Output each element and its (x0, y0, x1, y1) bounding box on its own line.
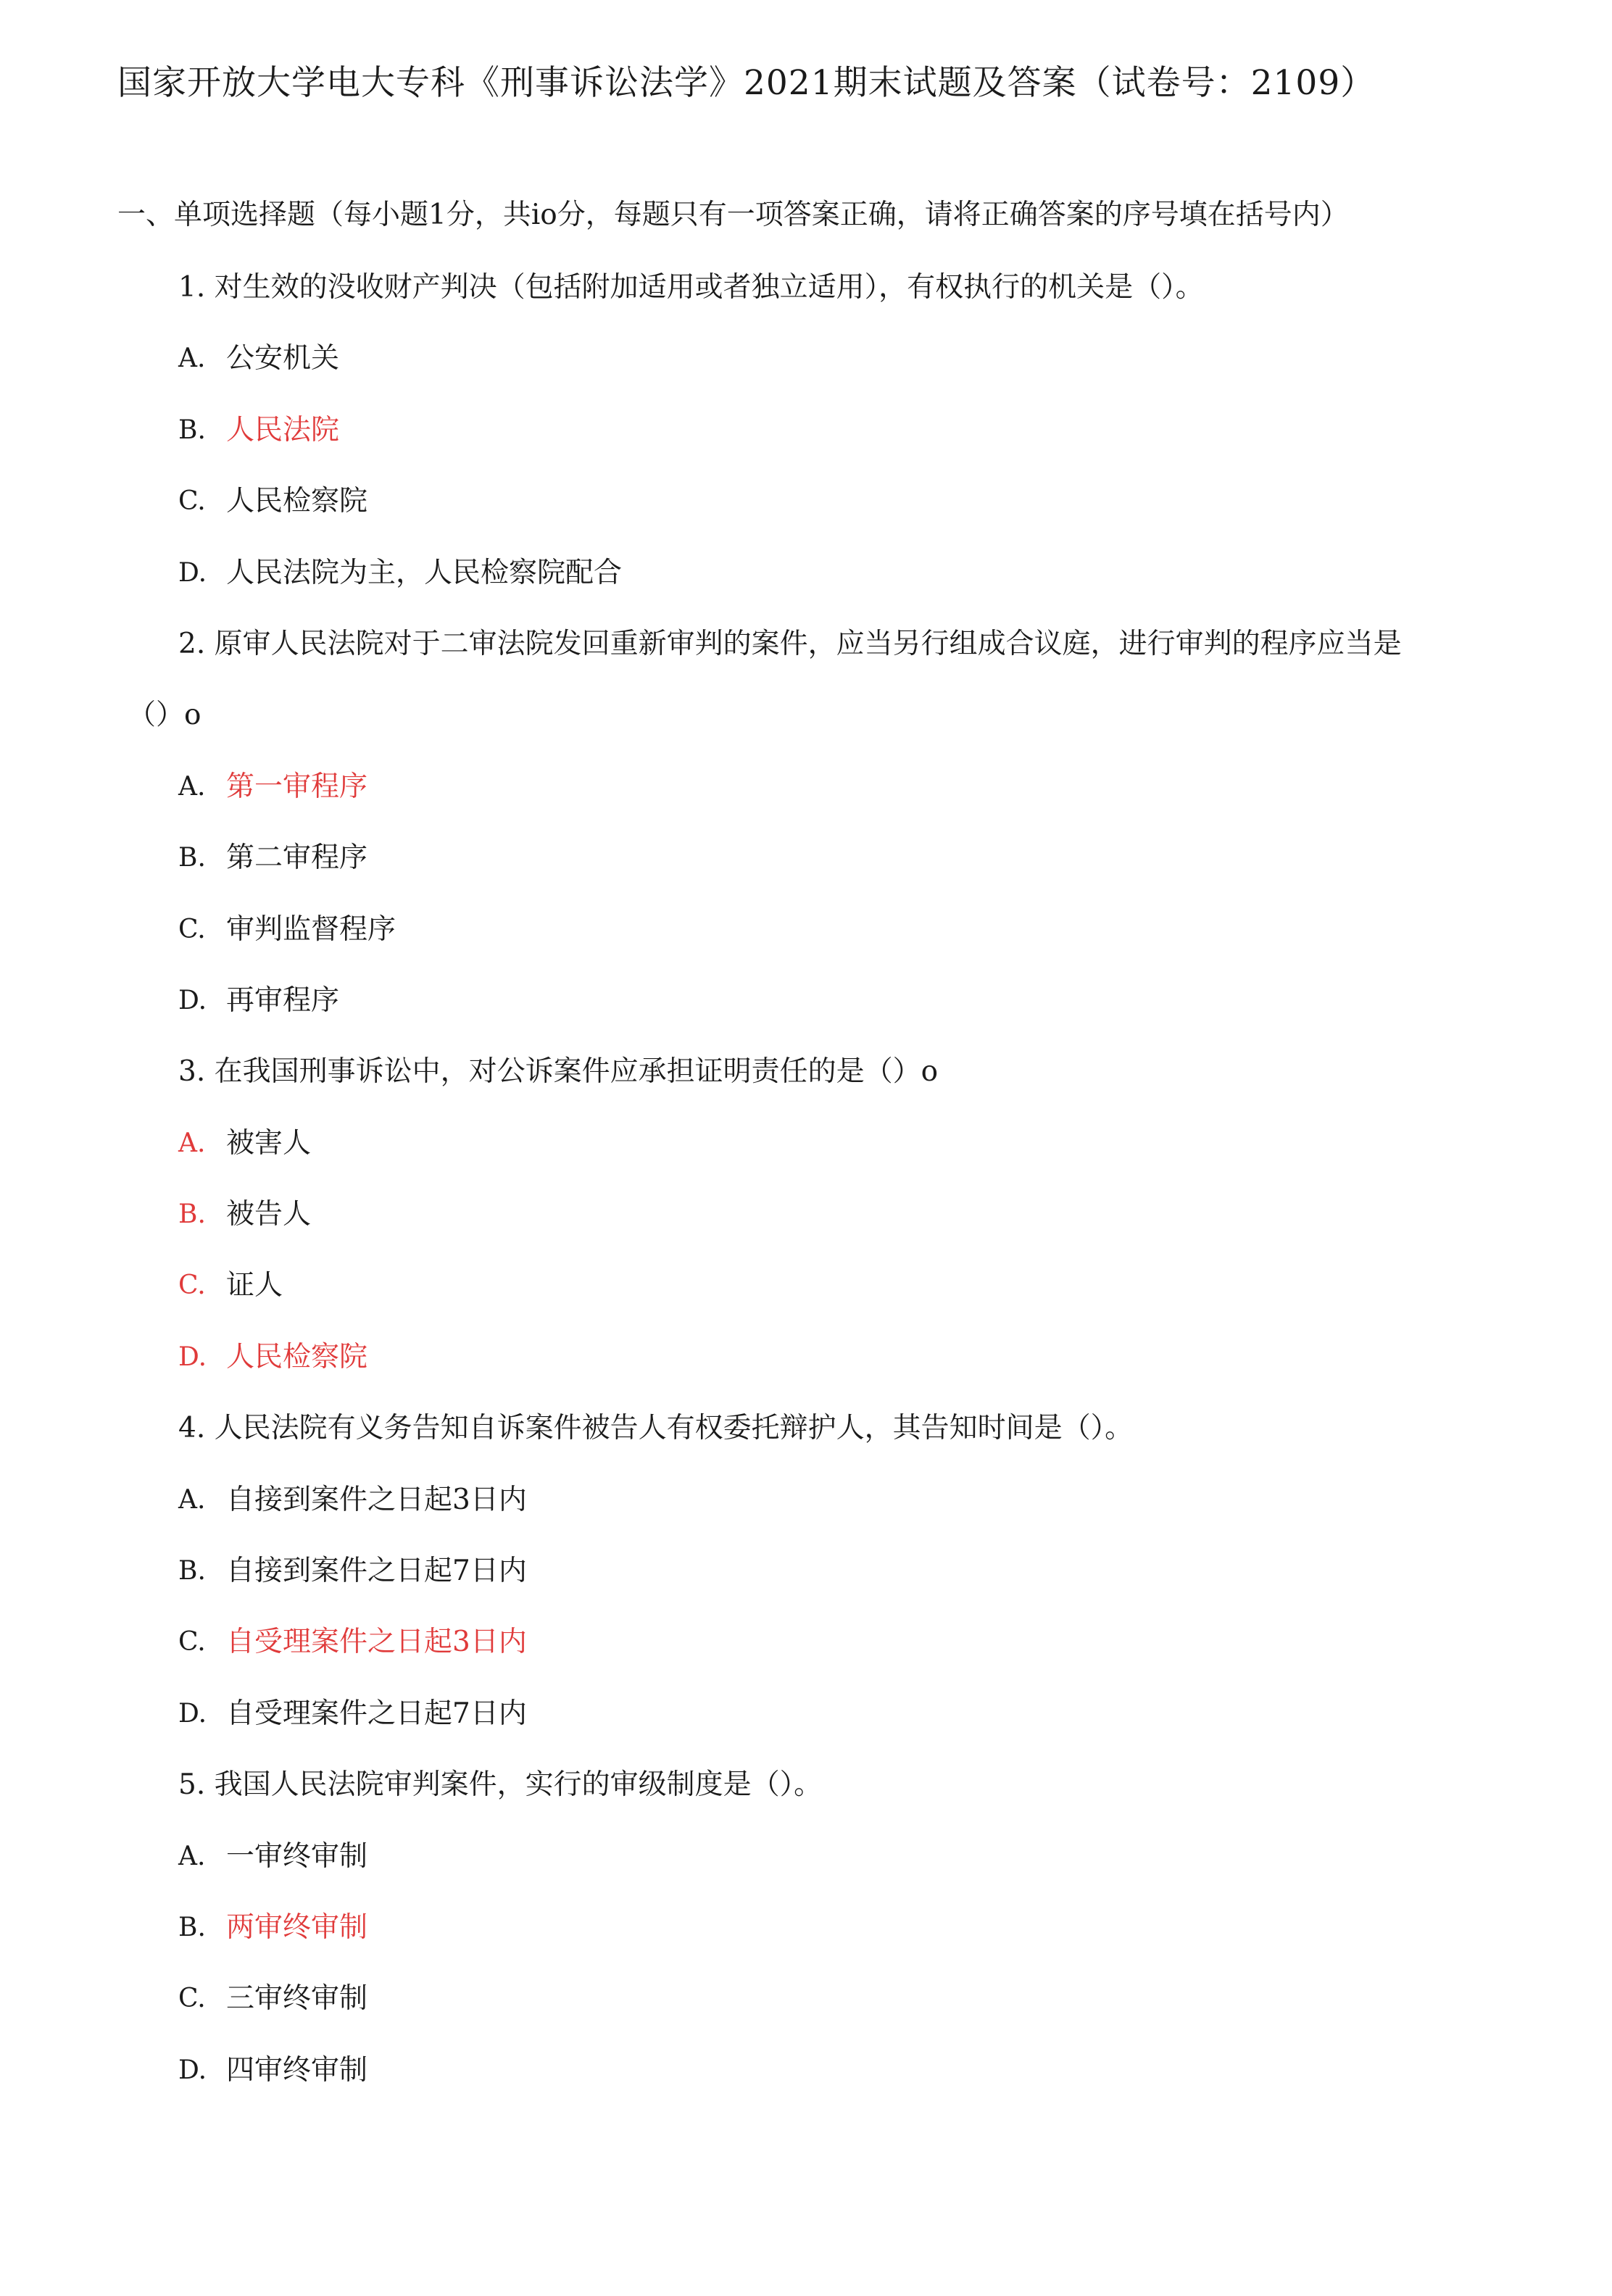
answer-option (0, 555, 1612, 626)
correct-answer-text: 人民检察院 (226, 1340, 368, 1373)
answer-option (0, 840, 1612, 911)
answer-option (0, 769, 1612, 840)
option-letter: A. (178, 1841, 206, 1871)
answer-option (0, 1553, 1612, 1624)
question-text: 4. 人民法院有义务告知自诉案件被告人有权委托辩护人，其告知时间是（）。 (178, 1412, 1134, 1445)
document-title: 国家开放大学电大专科《刑事诉讼法学》2021期末试题及答案（试卷号：2109） (117, 63, 1376, 103)
answer-option (0, 2052, 1612, 2124)
option-text: 自接到案件之日起7日内 (226, 1555, 527, 1588)
question-stem (0, 270, 1612, 341)
option-text: 人民检察院 (226, 485, 368, 518)
question-text: 5. 我国人民法院审判案件，实行的审级制度是（）。 (178, 1768, 823, 1802)
question-text: 2. 原审人民法院对于二审法院发回重新审判的案件，应当另行组成合议庭，进行审判的程序应当是 (178, 627, 1402, 660)
question-stem (0, 1054, 1612, 1125)
option-letter: A. (178, 1128, 206, 1158)
answer-option (0, 1126, 1612, 1197)
question-stem (0, 626, 1612, 697)
option-letter: B. (178, 1912, 206, 1942)
option-letter: B. (178, 415, 206, 445)
answer-option (0, 1839, 1612, 1910)
section-heading: 一、单项选择题（每小题1分，共io分，每题只有一项答案正确，请将正确答案的序号填在括号内） (117, 199, 1349, 231)
answer-option (0, 1624, 1612, 1695)
option-letter: C. (178, 1270, 206, 1301)
option-text: 一审终审制 (226, 1839, 368, 1873)
option-text: 审判监督程序 (226, 912, 396, 946)
option-text: 自接到案件之日起3日内 (226, 1483, 527, 1516)
option-letter: D. (178, 2055, 207, 2085)
correct-answer-text: 自受理案件之日起3日内 (226, 1626, 527, 1659)
question-text: 3. 在我国刑事诉讼中，对公诉案件应承担证明责任的是（）o (178, 1055, 939, 1089)
answer-option (0, 1696, 1612, 1767)
correct-answer-text: 第一审程序 (226, 770, 368, 803)
question-stem (0, 1767, 1612, 1838)
option-letter: C. (178, 1627, 206, 1657)
option-letter: D. (178, 557, 207, 588)
option-letter: A. (178, 344, 206, 374)
option-letter: B. (178, 843, 206, 873)
option-text: 自受理案件之日起7日内 (226, 1697, 527, 1730)
question-stem (0, 1410, 1612, 1481)
question-text: 1. 对生效的没收财产判决（包括附加适用或者独立适用），有权执行的机关是（）。 (178, 271, 1204, 304)
answer-option (0, 983, 1612, 1054)
answer-option (0, 1910, 1612, 1981)
option-letter: D. (178, 1342, 207, 1372)
answer-option (0, 1268, 1612, 1339)
option-letter: C. (178, 1984, 206, 2014)
option-text: 四审终审制 (226, 2053, 368, 2087)
answer-option (0, 1339, 1612, 1410)
option-letter: A. (178, 771, 206, 802)
correct-answer-text: 人民法院 (226, 413, 340, 446)
answer-option (0, 1981, 1612, 2052)
answer-option (0, 912, 1612, 983)
answer-option (0, 1197, 1612, 1268)
answer-option (0, 483, 1612, 554)
option-text: 人民法院为主，人民检察院配合 (226, 556, 623, 589)
option-text: 三审终审制 (226, 1982, 368, 2016)
option-letter: B. (178, 1556, 206, 1586)
question-stem-continuation (0, 697, 1612, 768)
option-letter: D. (178, 1698, 207, 1729)
option-letter: A. (178, 1484, 206, 1515)
answer-option (0, 412, 1612, 483)
option-letter: B. (178, 1199, 206, 1230)
question-text-continuation: （）o (128, 699, 202, 732)
option-text: 再审程序 (226, 983, 340, 1017)
question-list (0, 270, 1612, 2124)
option-text: 被害人 (226, 1126, 312, 1160)
option-letter: D. (178, 985, 207, 1015)
correct-answer-text: 两审终审制 (226, 1910, 368, 1944)
option-text: 被告人 (226, 1198, 312, 1231)
option-letter: C. (178, 486, 206, 517)
answer-option (0, 341, 1612, 412)
option-letter: C. (178, 914, 206, 944)
option-text: 公安机关 (226, 342, 340, 375)
answer-option (0, 1482, 1612, 1553)
option-text: 证人 (226, 1269, 283, 1302)
option-text: 第二审程序 (226, 841, 368, 875)
